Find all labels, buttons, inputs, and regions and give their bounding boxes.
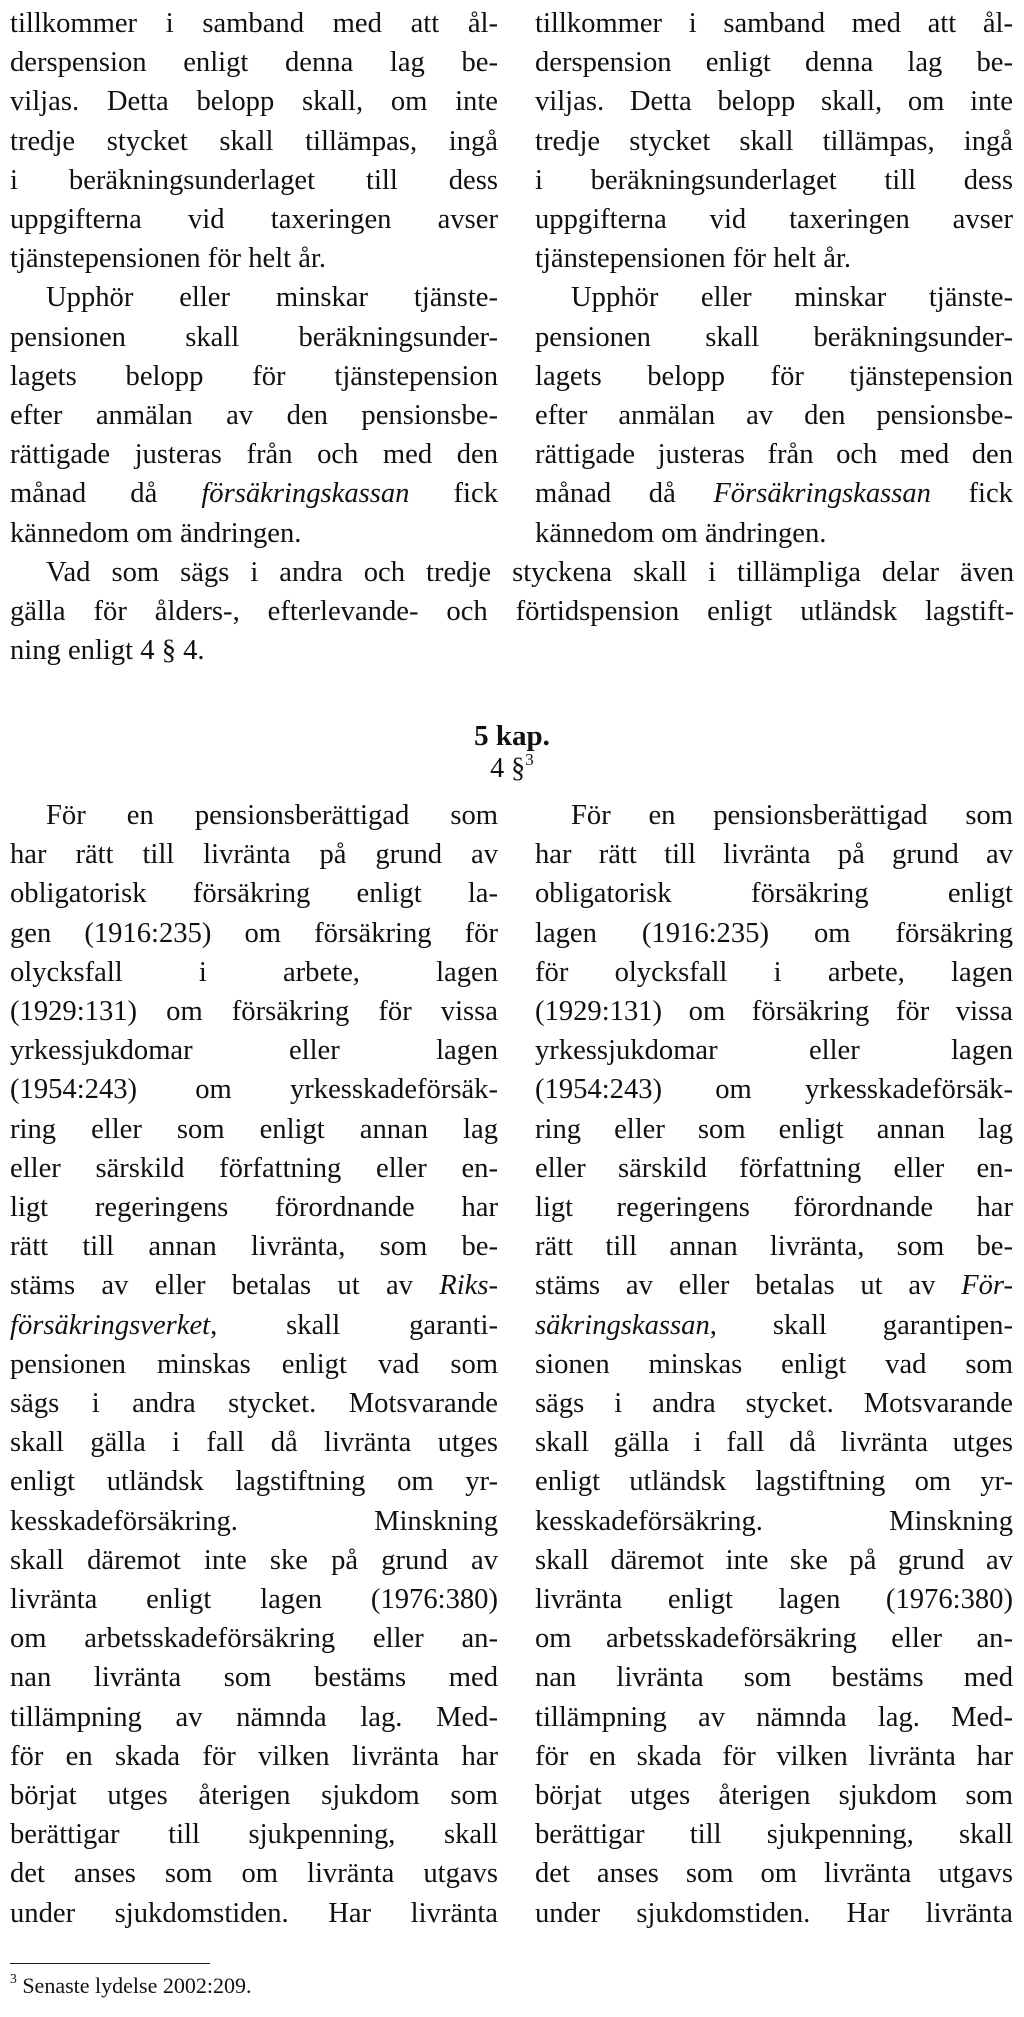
- italic-term: säkringskassan: [535, 1309, 710, 1341]
- text-line: livränta enligt lagen (1976:380): [535, 1584, 1013, 1616]
- section-label: 4 §: [490, 753, 526, 784]
- full-width-paragraph: [10, 553, 1014, 671]
- footnote: [10, 1972, 251, 2000]
- text-line: (1929:131) om försäkring för vissa: [10, 996, 498, 1028]
- text-span: fick: [930, 478, 1013, 510]
- text-line: berättigar till sjukpenning, skall: [10, 1819, 498, 1851]
- text-line: För en pensionsberättigad som: [571, 800, 1013, 831]
- text-line: enligt utländsk lagstiftning om yr-: [535, 1466, 1013, 1498]
- text-line: (1954:243) om yrkesskadeförsäk-: [535, 1074, 1013, 1106]
- text-line: kännedom om ändringen.: [535, 517, 827, 549]
- text-line: lagen (1916:235) om försäkring: [535, 917, 1013, 949]
- text-line: under sjukdomstiden. Har livränta: [535, 1897, 1013, 1929]
- text-line: börjat utges återigen sjukdom som: [535, 1780, 1013, 1812]
- text-line: Upphör eller minskar tjänste-: [571, 282, 1013, 314]
- text-line: lagets belopp för tjänstepension: [10, 360, 498, 392]
- italic-term: Riks-: [439, 1270, 498, 1302]
- text-span: , skall garanti-: [210, 1309, 498, 1341]
- text-line: sägs i andra stycket. Motsvarande: [10, 1388, 498, 1420]
- text-line: det anses som om livränta utgavs: [535, 1858, 1013, 1890]
- text-span: månad då: [10, 478, 202, 510]
- chapter-heading: 5 kap.: [474, 720, 550, 752]
- text-line: yrkessjukdomar eller lagen: [535, 1035, 1013, 1067]
- text-line: ring eller som enligt annan lag: [10, 1113, 498, 1145]
- text-line: uppgifterna vid taxeringen avser: [535, 204, 1013, 236]
- text-line: uppgifterna vid taxeringen avser: [10, 204, 498, 236]
- footnote-marker: 3: [10, 1971, 17, 1987]
- text-line: [535, 1306, 1013, 1345]
- text-span: , skall garantipen-: [709, 1309, 1013, 1341]
- text-line: i beräkningsunderlaget till dess: [10, 164, 498, 196]
- text-line: skall däremot inte ske på grund av: [10, 1544, 498, 1576]
- text-line: Upphör eller minskar tjänste-: [46, 282, 498, 314]
- text-line: skall däremot inte ske på grund av: [535, 1544, 1013, 1576]
- text-line: [535, 474, 1013, 513]
- text-line: (1954:243) om yrkesskadeförsäk-: [10, 1074, 498, 1106]
- text-line: nan livränta som bestäms med: [535, 1662, 1013, 1694]
- bottom-right-column: [535, 796, 1013, 1933]
- footnote-rule: [10, 1963, 210, 1964]
- text-line: (1929:131) om försäkring för vissa: [535, 996, 1013, 1028]
- text-line: Vad som sägs i andra och tredje styckena skall i tillämpliga delar även: [46, 557, 1014, 588]
- text-line: gälla för ålders-, efterlevande- och förtidspension enligt utländsk lagstift-: [10, 596, 1014, 628]
- text-line: tredje stycket skall tillämpas, ingå: [535, 125, 1013, 157]
- top-left-column: [10, 4, 498, 553]
- text-line: kännedom om ändringen.: [10, 517, 302, 549]
- text-line: viljas. Detta belopp skall, om inte: [10, 86, 498, 118]
- text-line: efter anmälan av den pensionsbe-: [535, 400, 1013, 432]
- text-line: pensionen minskas enligt vad som: [10, 1348, 498, 1380]
- text-line: tjänstepensionen för helt år.: [10, 243, 327, 275]
- text-line: enligt utländsk lagstiftning om yr-: [10, 1466, 498, 1498]
- text-line: gen (1916:235) om försäkring för: [10, 917, 498, 949]
- text-line: tjänstepensionen för helt år.: [535, 243, 852, 275]
- text-line: i beräkningsunderlaget till dess: [535, 164, 1013, 196]
- footnote-ref: 3: [525, 749, 534, 769]
- text-line: sägs i andra stycket. Motsvarande: [535, 1388, 1013, 1420]
- text-line: pensionen skall beräkningsunder-: [535, 321, 1013, 353]
- text-line: eller särskild författning eller en-: [535, 1152, 1013, 1184]
- text-line: ligt regeringens förordnande har: [10, 1192, 498, 1224]
- text-line: obligatorisk försäkring enligt: [535, 878, 1013, 910]
- text-line: ring eller som enligt annan lag: [535, 1113, 1013, 1145]
- text-line: lagets belopp för tjänstepension: [535, 360, 1013, 392]
- text-line: ning enligt 4 § 4.: [10, 635, 205, 667]
- text-line: det anses som om livränta utgavs: [10, 1858, 498, 1890]
- italic-term: försäkringskassan: [201, 478, 410, 510]
- text-line: tillämpning av nämnda lag. Med-: [10, 1701, 498, 1733]
- text-line: obligatorisk försäkring enligt la-: [10, 878, 498, 910]
- text-line: derspension enligt denna lag be-: [10, 47, 498, 79]
- text-line: har rätt till livränta på grund av: [10, 839, 498, 871]
- text-line: för olycksfall i arbete, lagen: [535, 956, 1013, 988]
- text-line: sionen minskas enligt vad som: [535, 1348, 1013, 1380]
- text-line: efter anmälan av den pensionsbe-: [10, 400, 498, 432]
- text-span: stäms av eller betalas ut av: [10, 1270, 440, 1302]
- text-line: derspension enligt denna lag be-: [535, 47, 1013, 79]
- text-line: [10, 474, 498, 513]
- text-line: viljas. Detta belopp skall, om inte: [535, 86, 1013, 118]
- text-line: För en pensionsberättigad som: [46, 800, 498, 831]
- text-line: [535, 1266, 1013, 1305]
- text-line: tillkommer i samband med att ål-: [535, 8, 1013, 39]
- text-line: yrkessjukdomar eller lagen: [10, 1035, 498, 1067]
- text-line: tredje stycket skall tillämpas, ingå: [10, 125, 498, 157]
- bottom-left-column: [10, 796, 498, 1933]
- text-line: skall gälla i fall då livränta utges: [10, 1427, 498, 1459]
- text-span: månad då: [535, 478, 714, 510]
- text-line: om arbetsskadeförsäkring eller an-: [535, 1623, 1013, 1655]
- text-line: rätt till annan livränta, som be-: [10, 1231, 498, 1263]
- text-line: för en skada för vilken livränta har: [535, 1740, 1013, 1772]
- text-line: rättigade justeras från och med den: [535, 439, 1013, 471]
- text-line: livränta enligt lagen (1976:380): [10, 1584, 498, 1616]
- italic-term: försäkringsverket: [10, 1309, 211, 1341]
- text-line: börjat utges återigen sjukdom som: [10, 1780, 498, 1812]
- italic-term: För-: [961, 1270, 1013, 1302]
- text-line: pensionen skall beräkningsunder-: [10, 321, 498, 353]
- text-line: har rätt till livränta på grund av: [535, 839, 1013, 871]
- text-line: rätt till annan livränta, som be-: [535, 1231, 1013, 1263]
- text-line: eller särskild författning eller en-: [10, 1152, 498, 1184]
- text-line: rättigade justeras från och med den: [10, 439, 498, 471]
- text-span: fick: [409, 478, 498, 510]
- text-line: [10, 1266, 498, 1305]
- footnote-text: Senaste lydelse 2002:209.: [16, 1973, 252, 1998]
- text-line: berättigar till sjukpenning, skall: [535, 1819, 1013, 1851]
- text-span: stäms av eller betalas ut av: [535, 1270, 962, 1302]
- top-right-column: [535, 4, 1013, 553]
- text-line: kesskadeförsäkring. Minskning: [535, 1505, 1013, 1537]
- text-line: olycksfall i arbete, lagen: [10, 956, 498, 988]
- text-line: [10, 1306, 498, 1345]
- text-line: tillkommer i samband med att ål-: [10, 8, 498, 39]
- text-line: tillämpning av nämnda lag. Med-: [535, 1701, 1013, 1733]
- text-line: skall gälla i fall då livränta utges: [535, 1427, 1013, 1459]
- text-line: om arbetsskadeförsäkring eller an-: [10, 1623, 498, 1655]
- text-line: nan livränta som bestäms med: [10, 1662, 498, 1694]
- text-line: för en skada för vilken livränta har: [10, 1740, 498, 1772]
- italic-term: Försäkringskassan: [713, 478, 931, 510]
- text-line: ligt regeringens förordnande har: [535, 1192, 1013, 1224]
- text-line: kesskadeförsäkring. Minskning: [10, 1505, 498, 1537]
- section-number: [0, 749, 1024, 786]
- text-line: under sjukdomstiden. Har livränta: [10, 1897, 498, 1929]
